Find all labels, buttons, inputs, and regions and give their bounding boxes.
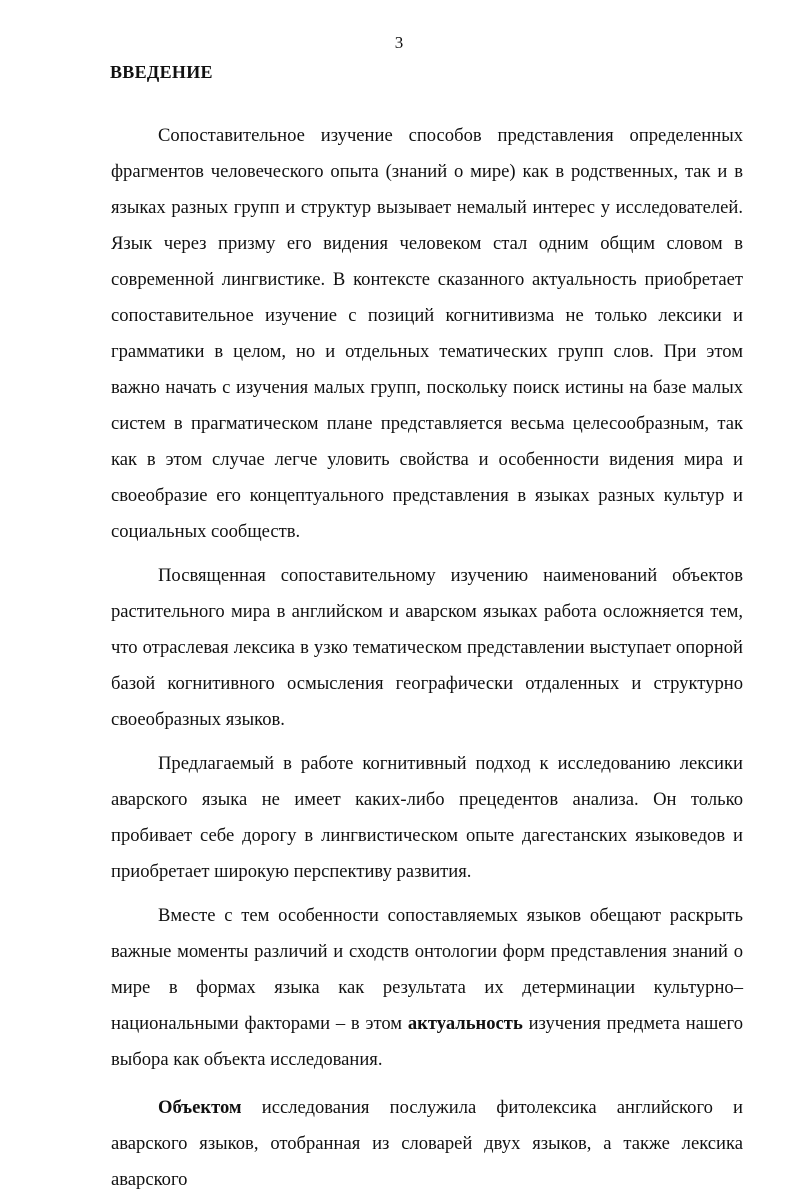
paragraph-5-text: исследования послужила фитолексика английского и аварского языков, отобранная из словарей двух языков, а также лексика аварского — [111, 1097, 743, 1190]
paragraph-2: Посвященная сопоставительному изучению наименований объектов растительного мира в английском и аварском языках работа осложняется тем, что отраслевая лексика в узко тематическом представлении выступает опорной базой когнитивного осмысления географически отдаленных и структурно своеобразных языков. — [111, 565, 743, 730]
paragraph-1: Сопоставительное изучение способов представления определенных фрагментов человеческого опыта (знаний о мире) как в родственных, так и в языках разных групп и структур вызывает немалый интерес у исследователей. Язык через призму его видения человеком стал одним общим словом в современной лингвистике. В контексте сказанного актуальность приобретает сопоставительное изучение с позиций когнитивизма не только лексики и грамматики в целом, но и отдельных тематических групп слов. При этом важно начать с изучения малых групп, поскольку поиск истины на базе малых систем в прагматическом плане представляется весьма целесообразным, так как в этом случае легче уловить свойства и особенности видения мира и своеобразие его концептуального представления в языках разных культур и социальных сообществ. — [111, 125, 743, 542]
page-number: 3 — [394, 33, 404, 52]
section-heading: ВВЕДЕНИЕ — [110, 62, 213, 82]
paragraph-4 — [111, 898, 743, 1078]
paragraph-4-text-end: изучения предмета нашего выбора как объекта исследования. — [111, 1013, 744, 1070]
paragraph-4-bold-term: актуальность — [407, 1013, 523, 1034]
paragraph-5-bold-term: Объектом — [158, 1097, 242, 1118]
paragraph-4-text-start: Вместе с тем особенности сопоставляемых языков обещают раскрыть важные моменты различий и сходств онтологии форм представления знаний о мире в формах языка как результата их детерминации культурно–национальными факторами – в этом — [111, 905, 743, 1034]
paragraph-5 — [111, 1090, 743, 1198]
body-text — [111, 118, 743, 1198]
paragraph-3: Предлагаемый в работе когнитивный подход к исследованию лексики аварского языка не имеет каких-либо прецедентов анализа. Он только пробивает себе дорогу в лингвистическом опыте дагестанских языковедов и приобретает широкую перспективу развития. — [111, 753, 743, 882]
